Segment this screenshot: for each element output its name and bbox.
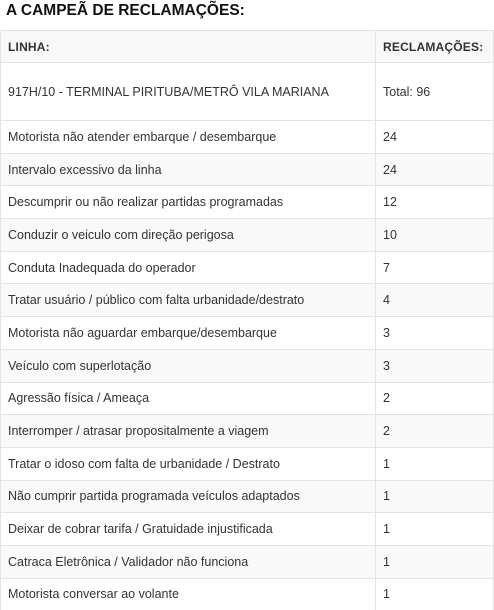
complaint-count: 1: [376, 578, 494, 610]
complaints-table: [0, 30, 494, 610]
table-row: [1, 186, 494, 219]
complaint-reason: Veículo com superlotação: [1, 349, 376, 382]
complaint-count: 12: [376, 186, 494, 219]
complaint-count: 3: [376, 317, 494, 350]
table-row: [1, 317, 494, 350]
complaint-reason: Conduzir o veiculo com direção perigosa: [1, 219, 376, 252]
complaint-count: 1: [376, 447, 494, 480]
table-body: [1, 63, 494, 610]
complaint-reason: Não cumprir partida programada veículos adaptados: [1, 480, 376, 513]
complaint-reason: Motorista não aguardar embarque/desembarque: [1, 317, 376, 350]
line-name: 917H/10 - TERMINAL PIRITUBA/METRÔ VILA MARIANA: [1, 63, 376, 121]
complaint-reason: Deixar de cobrar tarifa / Gratuidade injustificada: [1, 513, 376, 546]
complaint-reason: Descumprir ou não realizar partidas programadas: [1, 186, 376, 219]
complaint-reason: Catraca Eletrônica / Validador não funciona: [1, 545, 376, 578]
complaint-reason: Interromper / atrasar propositalmente a viagem: [1, 415, 376, 448]
table-row: [1, 284, 494, 317]
complaint-count: 24: [376, 121, 494, 154]
complaint-count: 1: [376, 480, 494, 513]
complaint-reason: Agressão física / Ameaça: [1, 382, 376, 415]
table-row: [1, 153, 494, 186]
complaint-count: 4: [376, 284, 494, 317]
complaint-count: 2: [376, 415, 494, 448]
table-row: [1, 219, 494, 252]
line-row: [1, 63, 494, 121]
table-row: [1, 578, 494, 610]
complaint-count: 2: [376, 382, 494, 415]
complaint-count: 1: [376, 513, 494, 546]
complaint-reason: Tratar o idoso com falta de urbanidade / Destrato: [1, 447, 376, 480]
table-header-row: [1, 31, 494, 63]
table-row: [1, 349, 494, 382]
table-row: [1, 545, 494, 578]
table-row: [1, 121, 494, 154]
table-row: [1, 513, 494, 546]
header-line: LINHA:: [1, 31, 376, 63]
complaint-count: 10: [376, 219, 494, 252]
complaint-count: 24: [376, 153, 494, 186]
line-total: Total: 96: [376, 63, 494, 121]
header-complaints: RECLAMAÇÕES:: [376, 31, 494, 63]
complaint-count: 1: [376, 545, 494, 578]
table-row: [1, 480, 494, 513]
table-row: [1, 251, 494, 284]
complaint-reason: Motorista não atender embarque / desembarque: [1, 121, 376, 154]
complaint-reason: Motorista conversar ao volante: [1, 578, 376, 610]
complaint-count: 3: [376, 349, 494, 382]
complaint-reason: Intervalo excessivo da linha: [1, 153, 376, 186]
table-row: [1, 382, 494, 415]
complaint-reason: Conduta Inadequada do operador: [1, 251, 376, 284]
complaint-reason: Tratar usuário / público com falta urbanidade/destrato: [1, 284, 376, 317]
table-row: [1, 447, 494, 480]
complaint-count: 7: [376, 251, 494, 284]
page-title: A CAMPEÃ DE RECLAMAÇÕES:: [6, 2, 245, 19]
table-row: [1, 415, 494, 448]
